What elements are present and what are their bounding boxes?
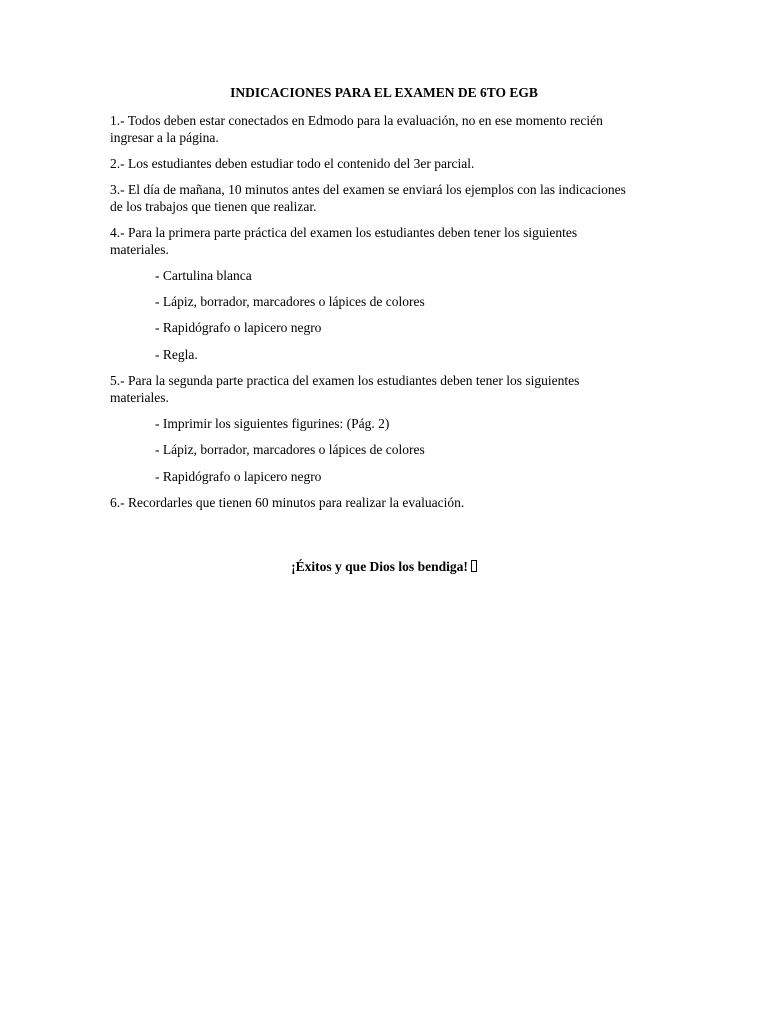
item-3-line-2: de los trabajos que tienen que realizar. (110, 199, 317, 214)
item-2-line-1: 2.- Los estudiantes deben estudiar todo el contenido del 3er parcial. (110, 156, 475, 171)
item-5-line-2: materiales. (110, 390, 169, 405)
item-4-line-1: 4.- Para la primera parte práctica del examen los estudiantes deben tener los siguientes (110, 225, 578, 240)
closing-message (0, 558, 768, 575)
item-5-material: - Lápiz, borrador, marcadores o lápices de colores (155, 442, 425, 457)
item-4-material: - Cartulina blanca (155, 268, 252, 283)
missing-glyph-icon (471, 560, 477, 572)
item-4-material: - Regla. (155, 347, 198, 362)
item-4-material: - Lápiz, borrador, marcadores o lápices de colores (155, 294, 425, 309)
item-5-line-1: 5.- Para la segunda parte practica del examen los estudiantes deben tener los siguientes (110, 373, 580, 388)
item-5-material: - Rapidógrafo o lapicero negro (155, 469, 322, 484)
item-4-line-2: materiales. (110, 242, 169, 257)
document-title: INDICACIONES PARA EL EXAMEN DE 6TO EGB (230, 85, 538, 100)
item-1-line-2: ingresar a la página. (110, 130, 219, 145)
item-4-material: - Rapidógrafo o lapicero negro (155, 320, 322, 335)
closing-text: ¡Éxitos y que Dios los bendiga! (291, 559, 468, 574)
item-3-line-1: 3.- El día de mañana, 10 minutos antes del examen se enviará los ejemplos con las indicaciones (110, 182, 626, 197)
item-5-material: - Imprimir los siguientes figurines: (Pág. 2) (155, 416, 390, 431)
item-1-line-1: 1.- Todos deben estar conectados en Edmodo para la evaluación, no en ese momento recién (110, 113, 603, 128)
item-6-line-1: 6.- Recordarles que tienen 60 minutos para realizar la evaluación. (110, 495, 465, 510)
